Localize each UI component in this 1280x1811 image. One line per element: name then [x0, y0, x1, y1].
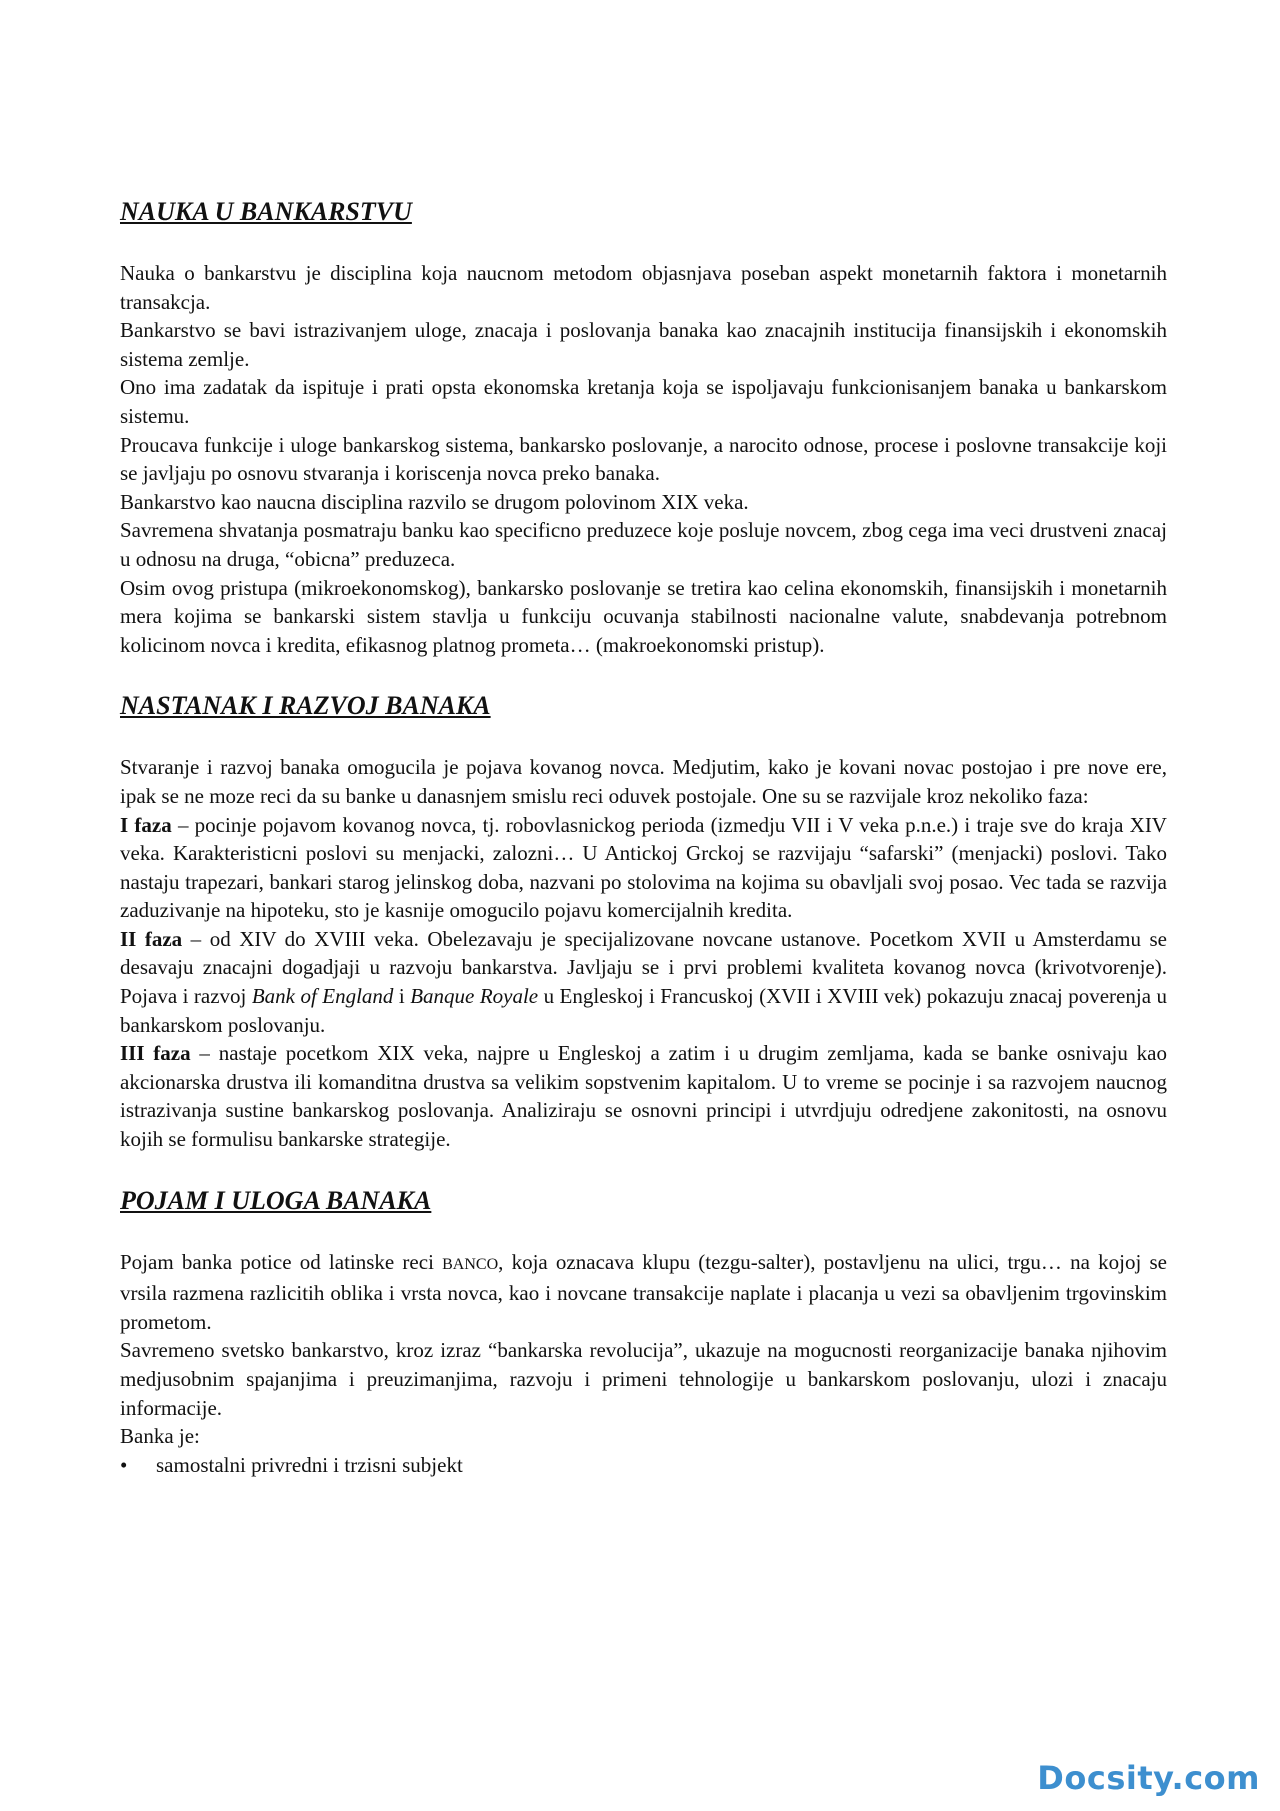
paragraph: Savremena shvatanja posmatraju banku kao specificno preduzece koje posluje novcem, zbog cega ima veci drustveni znacaj u odnosu na druga, “obicna” preduzeca.	[120, 518, 1167, 571]
paragraph: Osim ovog pristupa (mikroekonomskog), bankarsko poslovanje se tretira kao celina ekonomskih, finansijskih i monetarnih mera kojima se bankarski sistem stavlja u funkciju ocuvanja stabilnosti nacionalne valute, snabdevanja potrebnom kolicinom novca i kredita, efikasnog platnog prometa… (makroekonomski pristup).	[120, 575, 1167, 657]
phase-paragraph	[120, 1039, 1167, 1153]
phase-paragraph	[120, 925, 1167, 1039]
paragraph: Savremeno svetsko bankarstvo, kroz izraz “bankarska revolucija”, ukazuje na mogucnosti reorganizacije banaka njihovim medjusobnim spajanjima i preuzimanjima, razvoju i primeni tehnologije u bankarskom poslovanju, ulozi i znacaju informacije.	[120, 1338, 1167, 1420]
phase-paragraph	[120, 811, 1167, 925]
list-item	[120, 1451, 1167, 1480]
paragraph: Nauka o bankarstvu je disciplina koja naucnom metodom objasnjava poseban aspekt monetarnih faktora i monetarnih transakcja.	[120, 261, 1167, 314]
phase-text: – od XIV do XVIII veka. Obelezavaju je specijalizovane novcane ustanove. Pocetkom XVII u Amsterdamu se desavaju znacajni dogadjaji u razvoju bankarstva. Javljaju se i prvi problemi kvaliteta kovanog novca (krivotvorenje). Pojava i razvoj	[120, 926, 1167, 1009]
paragraph: Stvaranje i razvoj banaka omogucila je pojava kovanog novca. Medjutim, kako je kovani novac postojao i pre nove ere, ipak se ne moze reci da su banke u danasnjem smislu reci oduvek postojale. One su se razvijale kroz nekoliko faza:	[120, 755, 1167, 808]
section-title: NASTANAK I RAZVOJ BANAKA	[120, 691, 491, 721]
paragraph: Banka je:	[120, 1424, 200, 1449]
document-page	[120, 195, 1167, 1479]
phase-text: u Engleskoj i Francuskoj (XVII i XVIII vek) pokazuju znacaj poverenja u bankarskom poslovanju.	[120, 984, 1167, 1037]
bank-name: Bank of England	[251, 984, 394, 1009]
paragraph: Bankarstvo kao naucna disciplina razvilo se drugom polovinom XIX veka.	[120, 489, 749, 514]
list-item-text: samostalni privredni i trzisni subjekt	[156, 1452, 463, 1477]
bank-name: Banque Royale	[410, 984, 539, 1009]
paragraph: Proucava funkcije i uloge bankarskog sistema, bankarsko poslovanje, a narocito odnose, procese i poslovne transakcije koji se javljaju po osnovu stvaranja i koriscenja novca preko banaka.	[120, 432, 1167, 486]
paragraph	[120, 1248, 1167, 1337]
bullet-icon: •	[120, 1452, 128, 1477]
paragraph-text: Pojam banka potice od latinske reci	[120, 1249, 443, 1274]
phase-label: III faza	[120, 1041, 191, 1066]
latin-word: BANCO	[442, 1255, 499, 1273]
paragraph: Ono ima zadatak da ispituje i prati opsta ekonomska kretanja koja se ispoljavaju funkcionisanjem banaka u bankarskom sistemu.	[120, 375, 1167, 428]
phase-text: – nastaje pocetkom XIX veka, najpre u Engleskoj a zatim i u drugim zemljama, kada se banke osnivaju kao akcionarska drustva ili komanditna drustva sa velikim sopstvenim kapitalom. U to vreme se pocinje i sa razvojem naucnog istrazivanja sustine bankarskog poslovanja. Analiziraju se osnovni principi i utvrdjuju odredjene zakonitosti, na osnovu kojih se formulisu bankarske strategije.	[120, 1041, 1167, 1152]
phase-label: II faza	[120, 926, 183, 951]
phase-text: i	[393, 984, 411, 1009]
docsity-watermark: Docsity.com	[1037, 1759, 1260, 1797]
bullet-list	[120, 1451, 1167, 1480]
section-title: POJAM I ULOGA BANAKA	[120, 1185, 432, 1215]
paragraph-text: , koja oznacava klupu (tezgu-salter), postavljenu na ulici, trgu… na kojoj se vrsila razmena razlicitih oblika i vrsta novca, kao i novcane transakcije naplate i placanja u vezi sa obavljenim trgovinskim prometom.	[120, 1249, 1167, 1334]
paragraph: Bankarstvo se bavi istrazivanjem uloge, znacaja i poslovanja banaka kao znacajnih institucija finansijskih i ekonomskih sistema zemlje.	[120, 318, 1167, 371]
section-title: NAUKA U BANKARSTVU	[120, 197, 412, 226]
phase-text: – pocinje pojavom kovanog novca, tj. robovlasnickog perioda (izmedju VII i V veka p.n.e.) i traje sve do kraja XIV veka. Karakteristicni poslovi su menjacki, zalozni… U Antickoj Grckoj se razvijaju “safarski” (menjacki) poslovi. Tako nastaju trapezari, bankari starog jelinskog doba, nazvani po stolovima na kojima su obavljali svoj posao. Vec tada se razvija zaduzivanje na hipoteku, sto je kasnije omogucilo pojavu komercijalnih kredita.	[120, 812, 1167, 923]
phase-label: I faza	[120, 812, 172, 837]
